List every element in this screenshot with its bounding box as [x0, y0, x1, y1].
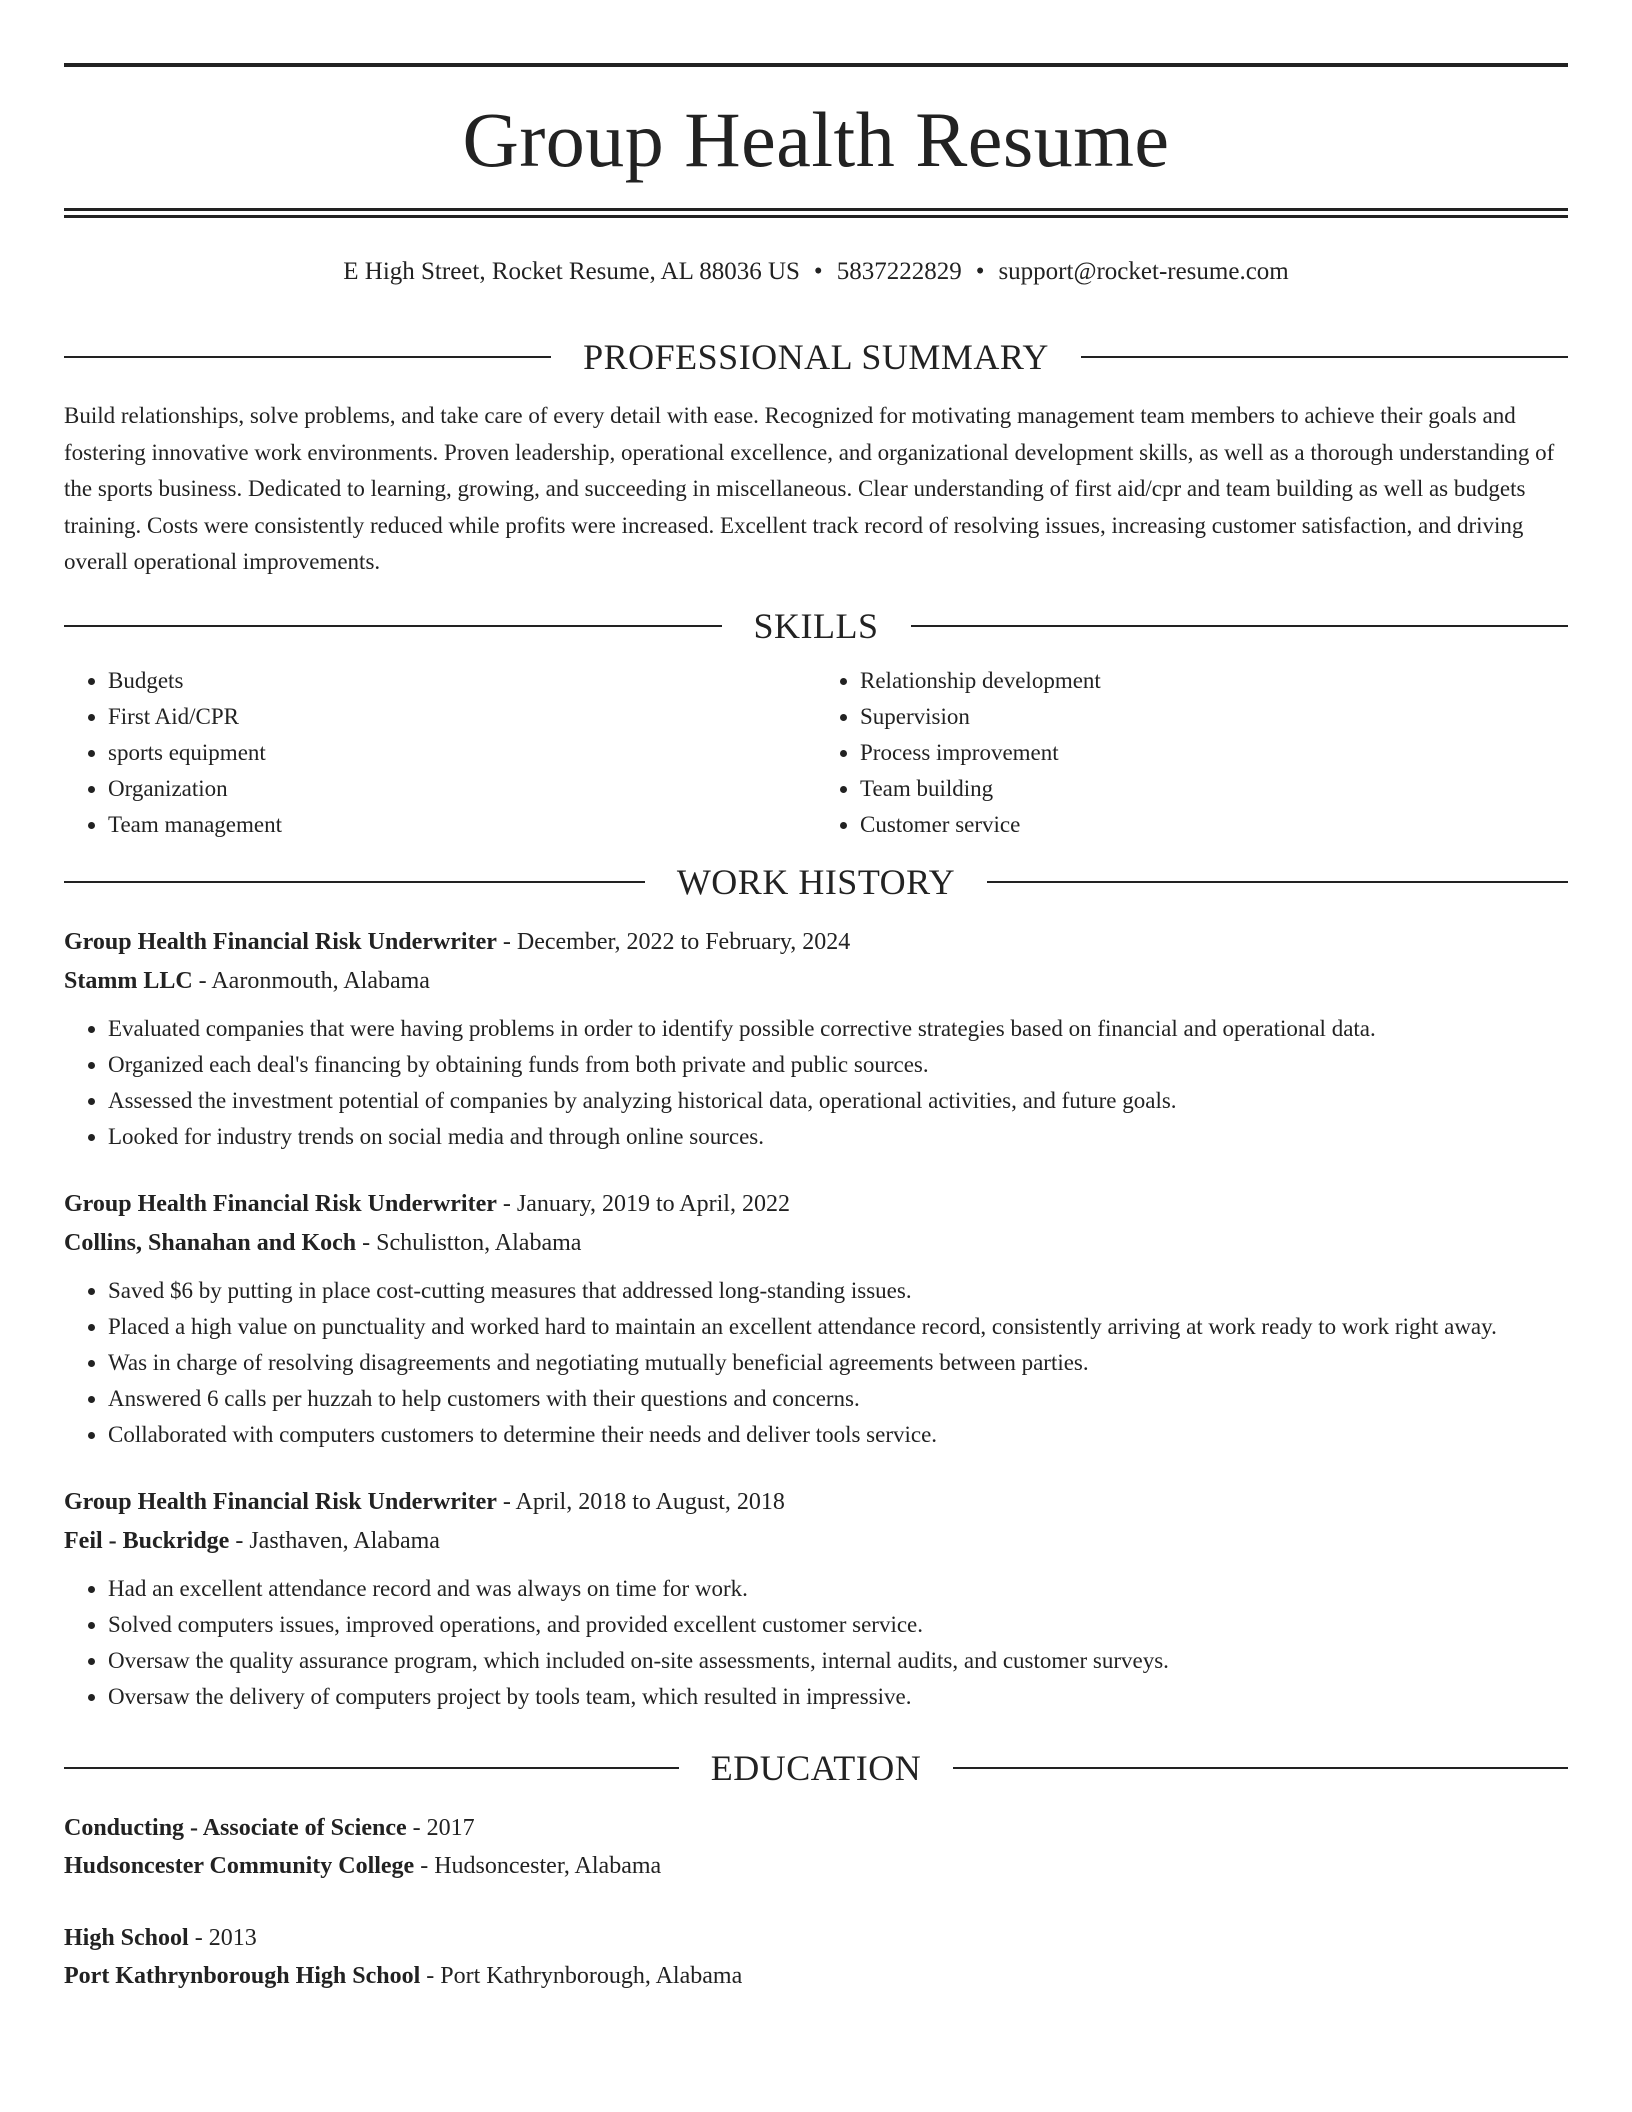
- section-header-education: [64, 1741, 1568, 1795]
- job-bullet: • Placed a high value on punctuality and worked hard to maintain an excellent attendance record, consistently arriving at work ready to work right away.: [108, 1309, 1568, 1345]
- section-rule: [987, 881, 1568, 883]
- skill-item: • Supervision: [860, 699, 1568, 735]
- job-title-line: [64, 1483, 1568, 1522]
- skill-item: • Budgets: [108, 663, 816, 699]
- section-rule: [64, 1767, 679, 1769]
- section-title: SKILLS: [753, 605, 879, 646]
- education-entry: [64, 1919, 1568, 1995]
- summary-text: Build relationships, solve problems, and take care of every detail with ease. Recognized for motivating management team members to achieve their goals and fostering innovative work environments. Proven leadership, operational excellence, and organizational development skills, as well as a thorough understanding of the sports business. Dedicated to learning, growing, and succeeding in miscellaneous. Clear understanding of first aid/cpr and team building as well as budgets training. Costs were consistently reduced while profits were increased. Excellent track record of resolving issues, increasing customer satisfaction, and driving overall operational improvements.: [64, 403, 1555, 574]
- job-bullet: • Saved $6 by putting in place cost-cutting measures that addressed long-standing issues.: [108, 1273, 1568, 1309]
- job-bullets: [64, 1273, 1568, 1453]
- education-entry: [64, 1809, 1568, 1885]
- job-bullet: • Solved computers issues, improved operations, and provided excellent customer service.: [108, 1607, 1568, 1643]
- job-company-line: [64, 1522, 1568, 1561]
- section-rule: [64, 881, 645, 883]
- contact-separator: •: [975, 258, 985, 285]
- education-year: - 2013: [188, 1924, 257, 1951]
- job-location: - Aaronmouth, Alabama: [192, 967, 430, 994]
- education-school-line: [64, 1957, 1568, 1995]
- job-bullet: • Looked for industry trends on social media and through online sources.: [108, 1119, 1568, 1155]
- section-rule: [953, 1767, 1568, 1769]
- section-rule: [64, 625, 722, 627]
- skill-item: • First Aid/CPR: [108, 699, 816, 735]
- skill-item: • Organization: [108, 771, 816, 807]
- job-bullet: • Collaborated with computers customers to determine their needs and deliver tools service.: [108, 1417, 1568, 1453]
- job-bullet: • Oversaw the delivery of computers project by tools team, which resulted in impressive.: [108, 1679, 1568, 1715]
- skill-item: • Process improvement: [860, 735, 1568, 771]
- skills-column-left: [64, 663, 816, 843]
- section-title: PROFESSIONAL SUMMARY: [583, 337, 1049, 377]
- skills-column-right: [816, 663, 1568, 843]
- education-school-line: [64, 1847, 1568, 1885]
- section-rule: [1081, 356, 1568, 358]
- job-title: Group Health Financial Risk Underwriter: [64, 928, 497, 955]
- job-dates: - January, 2019 to April, 2022: [496, 1190, 790, 1217]
- job-bullet: • Evaluated companies that were having problems in order to identify possible corrective strategies based on financial and operational data.: [108, 1011, 1568, 1047]
- education-degree: High School: [64, 1924, 189, 1951]
- job-bullet: • Was in charge of resolving disagreements and negotiating mutually beneficial agreements between parties.: [108, 1345, 1568, 1381]
- job-bullet: • Organized each deal's financing by obtaining funds from both private and public sources.: [108, 1047, 1568, 1083]
- job-entry: [64, 1185, 1568, 1453]
- job-title: Group Health Financial Risk Underwriter: [64, 1488, 497, 1515]
- job-bullet: • Assessed the investment potential of companies by analyzing historical data, operational activities, and future goals.: [108, 1083, 1568, 1119]
- job-bullets: [64, 1011, 1568, 1155]
- contact-phone: 5837222829: [836, 258, 962, 285]
- education-degree-line: [64, 1809, 1568, 1847]
- section-rule: [911, 625, 1569, 627]
- education-degree-line: [64, 1919, 1568, 1957]
- skill-item: • Team management: [108, 807, 816, 843]
- job-bullet: • Oversaw the quality assurance program, which included on-site assessments, internal audits, and customer surveys.: [108, 1643, 1568, 1679]
- skill-item: • Team building: [860, 771, 1568, 807]
- contact-email[interactable]: support@rocket-resume.com: [998, 258, 1289, 285]
- contact-separator: •: [813, 258, 823, 285]
- resume-title: Group Health Resume: [462, 96, 1170, 183]
- job-company: Stamm LLC: [64, 967, 193, 994]
- education-year: - 2017: [406, 1814, 475, 1841]
- job-bullets: [64, 1571, 1568, 1715]
- job-company-line: [64, 962, 1568, 1001]
- section-header-skills: [64, 599, 1568, 653]
- job-location: - Schulistton, Alabama: [356, 1229, 582, 1256]
- skill-item: • Relationship development: [860, 663, 1568, 699]
- title-double-rule: [64, 208, 1568, 218]
- job-bullet: • Answered 6 calls per huzzah to help customers with their questions and concerns.: [108, 1381, 1568, 1417]
- job-entry: [64, 1483, 1568, 1715]
- job-company: Collins, Shanahan and Koch: [64, 1229, 357, 1256]
- job-dates: - December, 2022 to February, 2024: [496, 928, 851, 955]
- contact-line: [64, 254, 1568, 290]
- section-header-work: [64, 855, 1568, 909]
- skills-list: [64, 663, 1568, 843]
- contact-address: E High Street, Rocket Resume, AL 88036 US: [343, 258, 800, 285]
- job-dates: - April, 2018 to August, 2018: [496, 1488, 785, 1515]
- section-rule: [64, 356, 551, 358]
- education-location: - Hudsoncester, Alabama: [414, 1852, 662, 1879]
- section-title: WORK HISTORY: [676, 861, 956, 902]
- skill-item: • sports equipment: [108, 735, 816, 771]
- education-school: Hudsoncester Community College: [64, 1852, 415, 1879]
- job-title-line: [64, 1185, 1568, 1224]
- job-company-line: [64, 1224, 1568, 1263]
- education-location: - Port Kathrynborough, Alabama: [420, 1962, 743, 1989]
- job-title-line: [64, 923, 1568, 962]
- job-location: - Jasthaven, Alabama: [229, 1527, 440, 1554]
- job-bullet: • Had an excellent attendance record and was always on time for work.: [108, 1571, 1568, 1607]
- education-degree: Conducting - Associate of Science: [64, 1814, 407, 1841]
- job-company: Feil - Buckridge: [64, 1527, 230, 1554]
- resume-content: [64, 330, 1568, 1995]
- top-rule: [64, 63, 1568, 67]
- education-school: Port Kathrynborough High School: [64, 1962, 421, 1989]
- skill-item: • Customer service: [860, 807, 1568, 843]
- section-header-summary: [64, 330, 1568, 384]
- job-title: Group Health Financial Risk Underwriter: [64, 1190, 497, 1217]
- section-title: EDUCATION: [710, 1747, 922, 1788]
- job-entry: [64, 923, 1568, 1155]
